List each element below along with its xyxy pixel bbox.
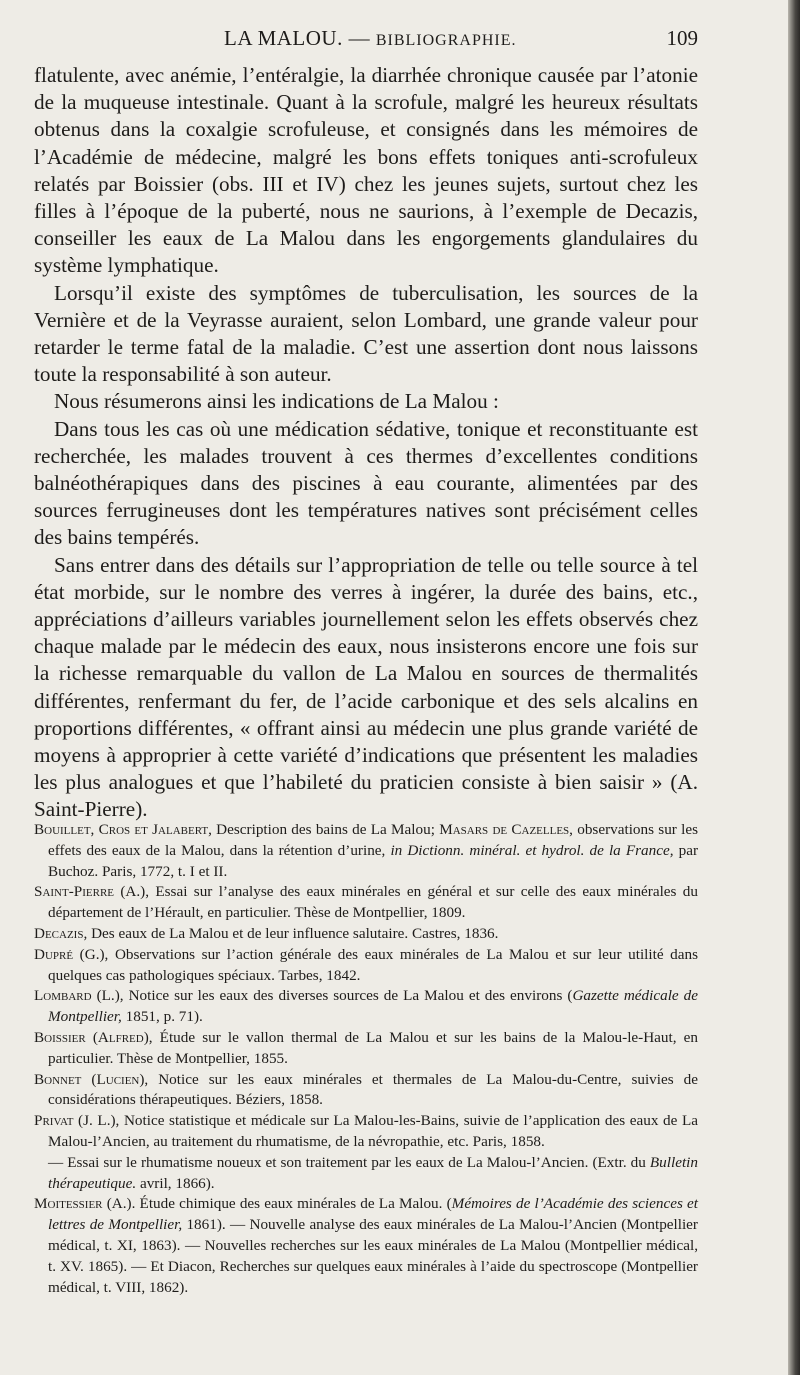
entry-italic: in Dictionn. minéral. et hydrol. de la France,: [390, 841, 674, 859]
entry-text: (G.), Observations sur l’action générale des eaux minérales de La Malou et sur leur utilité dans quelques cas pathologiques spéciaux. Tarbes, 1842.: [48, 945, 698, 984]
entry-author: Boissier: [34, 1028, 86, 1046]
paragraph-4: Dans tous les cas où une médication sédative, tonique et reconstituante est recherchée, les malades trouvent à ces thermes d’excellentes conditions balnéothérapiques dans des piscines à eau courante, alimentées par des sources ferrugineuses dont les températures natives sont précisément celles des bains tempérés.: [34, 416, 698, 550]
running-title: [224, 26, 517, 51]
entry-author: Moitessier: [34, 1195, 103, 1213]
entry-text: Des eaux de La Malou et de leur influence salutaire. Castres, 1836.: [87, 924, 499, 942]
entry-text: (L.), Notice sur les eaux des diverses sources de La Malou et des environs (: [91, 987, 573, 1005]
entry-text: (: [85, 1028, 98, 1046]
entry-text: (: [81, 1070, 97, 1088]
entry-text-middle: observations sur les effets des eaux de la Malou, dans la rétention d’urine,: [48, 821, 698, 859]
entry-text-after: 1851, p. 71).: [121, 1008, 203, 1026]
page-edge-shadow: [788, 0, 800, 1375]
entry-text: (A.). Étude chimique des eaux minérales de La Malou. (: [102, 1195, 452, 1213]
entry-text-after: par Buchoz. Paris, 1772, t. I et II.: [48, 841, 698, 880]
entry-author-2: Alfred: [97, 1028, 144, 1046]
page-number: 109: [666, 26, 698, 50]
body-text: [34, 62, 698, 824]
entry-text-middle: ), Notice sur les eaux minérales et thermales de La Malou-du-Centre, suivies de considérations thérapeutiques. Béziers, 1858.: [48, 1070, 698, 1109]
entry-italic: Gazette médicale de Montpellier,: [48, 987, 699, 1026]
entry-author: Decazis,: [34, 924, 88, 942]
entry-author: Bouillet, Cros et Jalabert,: [34, 821, 212, 838]
bibliography-entry: [34, 924, 698, 945]
entry-text: (J. L.), Notice statistique et médicale sur La Malou-les-Bains, suivie de l’application des eaux de La Malou-l’Ancien, au traitement du rhumatisme, de la névropathie, etc. Paris, 1858.: [48, 1112, 698, 1150]
entry-author: Dupré: [34, 945, 74, 963]
entry-author: Lombard: [34, 987, 92, 1005]
entry-italic: Mémoires de l’Académie des sciences et lettres de Montpellier,: [48, 1195, 698, 1234]
entry-text-after: 1861). — Nouvelle analyse des eaux minérales de La Malou-l’Ancien (Montpellier médical, t. XI, 1863). — Nouvelles recherches sur les eaux minérales de La Malou (Montpellier médical, t. XV. 1865). — Et Diacon, Recherches sur quelques eaux minérales à l’aide du spectroscope (Montpellier médical, t. VIII, 1862).: [48, 1216, 698, 1296]
paragraph-2: Lorsqu’il existe des symptômes de tuberculisation, les sources de la Vernière et de la Veyrasse auraient, selon Lombard, une grande valeur pour retarder le terme fatal de la maladie. C’est une assertion dont nous laissons toute la responsabilité à son auteur.: [34, 280, 698, 387]
bibliography-entry: [34, 945, 698, 987]
entry-text: — Essai sur le rhumatisme noueux et son traitement par les eaux de La Malou-l’Ancien. (Extr. du: [48, 1153, 650, 1171]
entry-italic: Bulletin thérapeutique.: [48, 1153, 698, 1192]
bibliography-entry: [34, 1111, 698, 1153]
entry-text-after: avril, 1866).: [136, 1174, 215, 1192]
entry-author-2: Lucien: [96, 1070, 140, 1088]
bibliography-entry: [34, 1070, 698, 1112]
entry-text: (A.), Essai sur l’analyse des eaux minérales en général et sur celle des eaux minérales du département de l’Hérault, en particulier. Thèse de Montpellier, 1809.: [48, 883, 698, 922]
bibliography-entry: [34, 1028, 698, 1070]
page-header: [34, 26, 698, 54]
entry-author: Bonnet: [34, 1070, 82, 1088]
entry-author: Saint-Pierre: [34, 883, 114, 901]
running-title-dash: —: [348, 26, 371, 50]
entry-author: Privat: [34, 1112, 74, 1130]
running-title-main: LA MALOU.: [224, 26, 343, 50]
bibliography-entry: [34, 986, 698, 1028]
bibliography-entry: [34, 820, 698, 882]
paragraph-5: Sans entrer dans des détails sur l’appropriation de telle ou telle source à tel état morbide, sur le nombre des verres à ingérer, la durée des bains, etc., appréciations d’ailleurs variables journellement selon les effets observés chez chaque malade par le médecin des eaux, nous insisterons encore une fois sur la richesse remarquable du vallon de La Malou en sources de thermalités différentes, renfermant du fer, de l’acide carbonique et des sels alcalins en proportions différentes, « offrant ainsi au médecin une plus grande variété de moyens à approprier à cette variété d’indications que présentent les maladies les plus analogues et que l’habileté du praticien consiste à bien saisir » (A. Saint-Pierre).: [34, 552, 698, 822]
bibliography: [34, 820, 698, 1298]
entry-author-2: Masars de Cazelles,: [439, 821, 573, 838]
running-title-section: BIBLIOGRAPHIE.: [375, 32, 517, 49]
bibliography-entry: [34, 1194, 698, 1298]
entry-text-middle: ), Étude sur le vallon thermal de La Malou et sur les bains de la Malou-le-Haut, en particulier. Thèse de Montpellier, 1855.: [48, 1028, 698, 1067]
paragraph-1: flatulente, avec anémie, l’entéralgie, la diarrhée chronique causée par l’atonie de la muqueuse intestinale. Quant à la scrofule, malgré les heureux résultats obtenus dans la coxalgie scrofuleuse, et consignés dans les mémoires de l’Académie de médecine, malgré les bons effets toniques anti-scrofuleux relatés par Boissier (obs. III et IV) chez les jeunes sujets, surtout chez les filles à l’époque de la puberté, nous ne saurions, à l’exemple de Decazis, conseiller les eaux de La Malou dans les engorgements glandulaires du système lymphatique.: [34, 63, 698, 278]
entry-text: Description des bains de La Malou;: [211, 821, 440, 838]
bibliography-entry-continuation: [34, 1153, 698, 1195]
bibliography-entry: [34, 882, 698, 924]
paragraph-3: Nous résumerons ainsi les indications de La Malou :: [54, 389, 499, 414]
